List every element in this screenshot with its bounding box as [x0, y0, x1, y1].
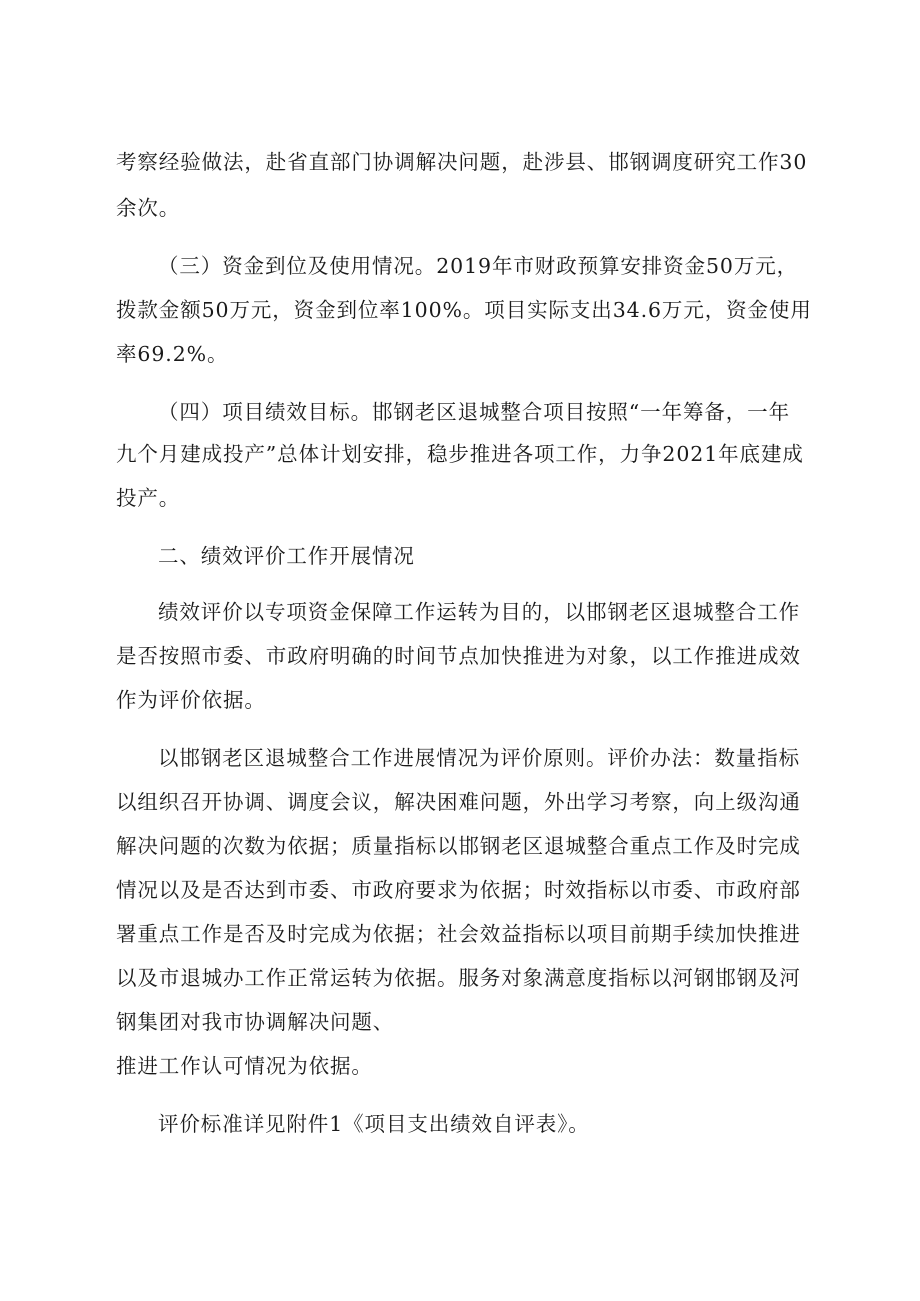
- paragraph-line: 作为评价依据。: [116, 688, 266, 712]
- paragraph-line: （三）资金到位及使用情况。2019年市财政预算安排资金50万元，: [158, 254, 799, 278]
- paragraph-line: 钢集团对我市协调解决问题、: [116, 1010, 395, 1034]
- paragraph-line: 余次。: [116, 196, 181, 220]
- paragraph-line: 署重点工作是否及时完成为依据；社会效益指标以项目前期手续加快推进: [116, 922, 801, 946]
- paragraph-line: 绩效评价以专项资金保障工作运转为目的，以邯钢老区退城整合工作: [158, 600, 800, 624]
- paragraph-line: 投产。: [116, 486, 181, 510]
- paragraph-line: 拨款金额50万元，资金到位率100%。项目实际支出34.6万元，资金使用: [116, 298, 812, 322]
- paragraph-line: 情况以及是否达到市委、市政府要求为依据；时效指标以市委、市政府部: [116, 878, 801, 902]
- paragraph-line: 评价标准详见附件1《项目支出绩效自评表》。: [158, 1112, 590, 1136]
- paragraph-line: 是否按照市委、市政府明确的时间节点加快推进为对象，以工作推进成效: [116, 644, 801, 668]
- paragraph-line: 以及市退城办工作正常运转为依据。服务对象满意度指标以河钢邯钢及河: [116, 966, 801, 990]
- section-heading: 二、绩效评价工作开展情况: [158, 544, 415, 568]
- paragraph-line: （四）项目绩效目标。邯钢老区退城整合项目按照“一年筹备，一年: [158, 400, 790, 424]
- paragraph-line: 推进工作认可情况为依据。: [116, 1054, 373, 1078]
- paragraph-line: 率69.2%。: [116, 342, 229, 366]
- paragraph-line: 解决问题的次数为依据；质量指标以邯钢老区退城整合重点工作及时完成: [116, 834, 801, 858]
- paragraph-line: 以组织召开协调、调度会议，解决困难问题，外出学习考察，向上级沟通: [116, 790, 801, 814]
- paragraph-line: 九个月建成投产”总体计划安排，稳步推进各项工作，力争2021年底建成: [116, 442, 804, 466]
- paragraph-line: 考察经验做法，赴省直部门协调解决问题，赴涉县、邯钢调度研究工作30: [116, 150, 808, 174]
- paragraph-line: 以邯钢老区退城整合工作进展情况为评价原则。评价办法：数量指标: [158, 746, 800, 770]
